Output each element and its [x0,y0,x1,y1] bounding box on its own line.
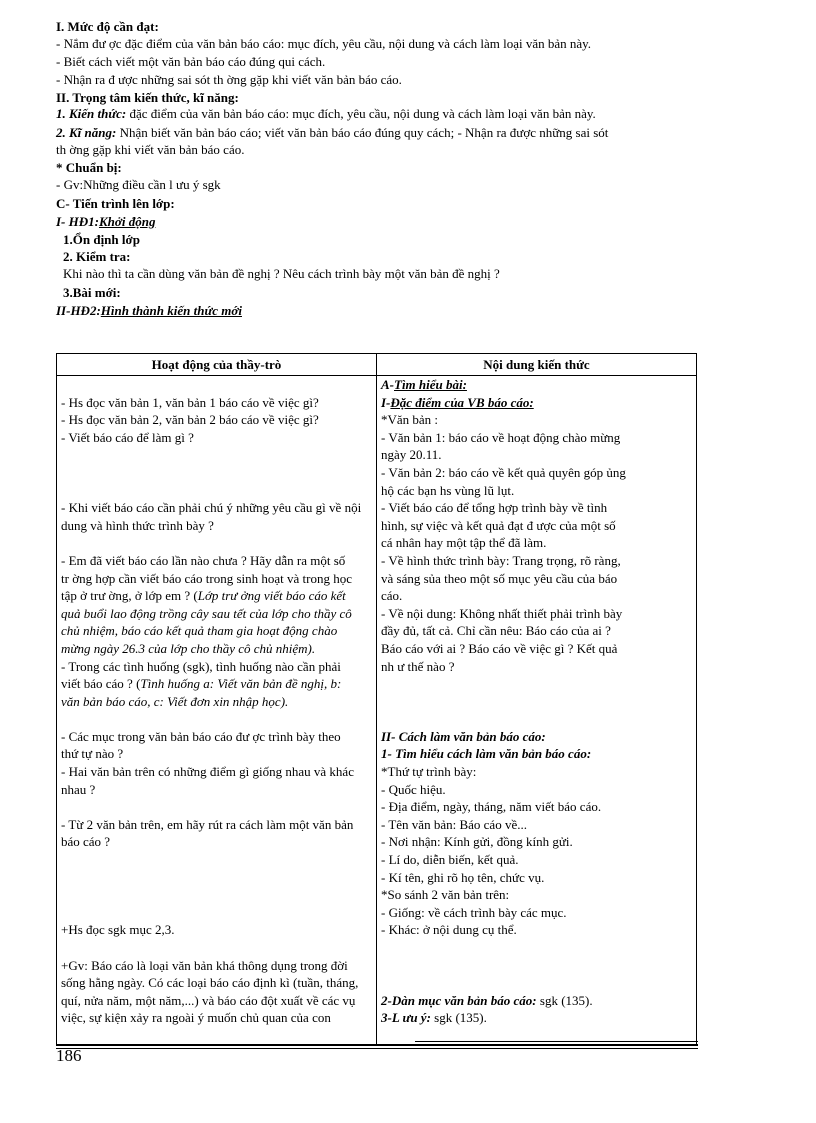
instruction: +Hs đọc sgk mục 2,3. [61,922,175,938]
section-heading [381,376,692,394]
column-header-content: Nội dung kiến thức [377,354,697,376]
content-line: - Văn bản 1: báo cáo về hoạt động chào mừng [381,429,621,445]
question: - Khi viết báo cáo cần phải chú ý những yêu cầu gì về nội [61,500,362,516]
section-heading: II- Cách làm văn bản báo cáo: [381,728,546,744]
question-text: tập ở trư ờng, ở lớp em ? ( [61,588,198,604]
teacher-note: sống hằng ngày. Có các loại báo cáo định kì (tuần, tháng, [61,975,359,991]
teacher-note: quí, nửa năm, một năm,...) và báo cáo đột xuất về các vụ [61,992,356,1008]
content-line: - Viết báo cáo để tổng hợp trình bày về tình [381,500,608,516]
section-heading [381,394,692,412]
heading-label: 2-Dàn mục văn bản báo cáo: [381,992,537,1008]
content-line: - Quốc hiệu. [381,781,446,797]
question-text: viết báo cáo ? ( [61,676,141,692]
knowledge-line [56,105,596,122]
step-title: 2. Kiểm tra: [63,249,131,264]
content-line: - Địa điểm, ngày, tháng, năm viết báo cáo. [381,799,602,815]
content-text: sgk (135). [430,1010,487,1026]
content-text: sgk (135). [536,992,593,1008]
objective-item: - Biết cách viết một văn bản báo cáo đúng qui cách. [56,54,326,69]
content-line: Báo cáo với ai ? Báo cáo về việc gì ? Kết quả [381,640,618,656]
content-line [381,992,692,1010]
content-line: - Lí do, diễn biến, kết quả. [381,852,519,868]
content-line: cá nhân hay một tập thể đã làm. [381,535,547,551]
skill-line [56,124,608,141]
heading-label: 3-L ưu ý: [381,1010,431,1026]
footer-divider [56,1044,698,1046]
column-header-activities: Hoạt động của thầy-trò [57,354,377,376]
question: nhau ? [61,781,96,797]
heading-label: Đặc điểm của VB báo cáo: [390,394,534,410]
activity-prefix: II-HĐ2: [56,303,101,318]
table-row [57,376,697,1046]
question: thứ tự nào ? [61,746,124,762]
content-line: - Kí tên, ghi rõ họ tên, chức vụ. [381,869,545,885]
answer-italic: Tình huống a: Viết văn bản đề nghị, b: [140,676,342,692]
content-line: hộ các bạn hs vùng lũ lụt. [381,482,515,498]
section-title: II. Trọng tâm kiến thức, kĩ năng: [56,90,239,105]
heading-label: Tìm hiểu bài: [394,377,467,392]
content-line: - Tên văn bản: Báo cáo về... [381,816,527,832]
content-line: - Khác: ở nội dung cụ thể. [381,922,517,938]
footer-divider [56,1048,698,1049]
answer-italic: chủ nhiệm, báo cáo kết quả tham gia hoạt động chào [61,623,338,639]
section-title: I. Mức độ cần đạt: [56,19,159,34]
question: - Hs đọc văn bản 2, văn bản 2 báo cáo về việc gì? [61,412,319,428]
content-line: - Giống: về cách trình bày các mục. [381,904,567,920]
question: - Em đã viết báo cáo lần nào chưa ? Hãy dẫn ra một số [61,552,346,568]
question: tr ờng hợp cần viết báo cáo trong sinh hoạt và trong học [61,570,353,586]
section-heading: 1- Tìm hiểu cách làm văn bản báo cáo: [381,746,592,762]
content-line: - Về nội dung: Không nhất thiết phải trình bày [381,605,623,621]
content-line: cáo. [381,588,403,604]
question: - Trong các tình huống (sgk), tình huống nào cần phải [61,658,341,674]
activity-2-title [56,302,242,319]
content-line: - Về hình thức trình bày: Trang trọng, rõ ràng, [381,552,621,568]
question: báo cáo ? [61,834,111,850]
activity-label: Khởi động [98,214,156,229]
question: - Viết báo cáo để làm gì ? [61,429,194,445]
activities-cell [57,376,377,1046]
skill-text: Nhận biết văn bản báo cáo; viết văn bản báo cáo đúng quy cách; - Nhận ra được những sai sót [116,125,609,140]
question: - Các mục trong văn bản báo cáo đư ợc trình bày theo [61,728,341,744]
check-question: Khi nào thì ta cần dùng văn bản đề nghị ? Nêu cách trình bày một văn bản đề nghị ? [63,266,500,281]
skill-label: 2. Kĩ năng: [56,125,117,140]
teacher-note: việc, sự kiện xảy ra ngoài ý muốn chủ quan của con [61,1010,331,1026]
answer-italic: quả buổi lao động trồng cây sau tết của lớp cho thầy cô [61,605,352,621]
content-cell [377,376,697,1046]
heading-prefix: A- [381,377,394,392]
content-line: *So sánh 2 văn bản trên: [381,887,510,903]
question: dung và hình thức trình bày ? [61,517,214,533]
answer-italic: văn bản báo cáo, c: Viết đơn xin nhập học). [61,693,289,709]
answer-italic: mừng ngày 26.3 của lớp cho thầy cô chủ nhiệm). [61,640,316,656]
content-line: *Thứ tự trình bày: [381,764,477,780]
content-line: - Nơi nhận: Kính gửi, đồng kính gửi. [381,834,573,850]
objective-item: - Nắm đư ợc đặc điểm của văn bản báo cáo: mục đích, yêu cầu, nội dung và cách làm loại văn bản này. [56,36,592,51]
skill-line-cont: th ờng gặp khi viết văn bản báo cáo. [56,142,245,157]
question [61,587,372,605]
lesson-table [56,353,697,1046]
activity-1-title [56,213,155,230]
step-title: 3.Bài mới: [63,285,121,300]
activity-prefix: I- HĐ1: [56,214,99,229]
content-line: nh ư thế nào ? [381,658,455,674]
objective-item: - Nhận ra đ ược những sai sót th ờng gặp khi viết văn bản báo cáo. [56,72,402,87]
question: - Từ 2 văn bản trên, em hãy rút ra cách làm một văn bản [61,816,354,832]
content-line: hình, sự việc và kết quả đạt đ ược của một số [381,517,616,533]
question: - Hs đọc văn bản 1, văn bản 1 báo cáo về việc gì? [61,394,319,410]
page-number: 186 [56,1046,82,1065]
activity-label: Hình thành kiến thức mới [100,303,242,318]
prep-text: - Gv:Những điều cần l ưu ý sgk [56,177,221,192]
step-title: 1.Ổn định lớp [63,232,140,247]
knowledge-text: đặc điểm của văn bản báo cáo: mục đích, yêu cầu, nội dung và cách làm loại văn bản này. [126,106,596,121]
procedure-title: C- Tiến trình lên lớp: [56,196,175,211]
prep-title: * Chuẩn bị: [56,160,122,175]
content-line [381,1009,692,1027]
content-line: đầy đủ, tất cả. Chỉ cần nêu: Báo cáo của ai ? [381,623,611,639]
answer-italic: Lớp trư ởng viết báo cáo kết [197,588,346,604]
content-line: - Văn bản 2: báo cáo về kết quả quyên góp ủng [381,464,626,480]
question: - Hai văn bản trên có những điểm gì giống nhau và khác [61,764,354,780]
content-line: và sáng sủa theo một số mục yêu cầu của báo [381,570,618,586]
footer-divider [415,1041,698,1042]
knowledge-label: 1. Kiến thức: [56,106,127,121]
teacher-note: +Gv: Báo cáo là loại văn bản khá thông dụng trong đời [61,957,348,973]
heading-prefix: I- [381,394,391,410]
content-line: ngày 20.11. [381,447,442,463]
table-header-row [57,354,697,376]
content-line: *Văn bản : [381,412,439,428]
question [61,675,372,693]
